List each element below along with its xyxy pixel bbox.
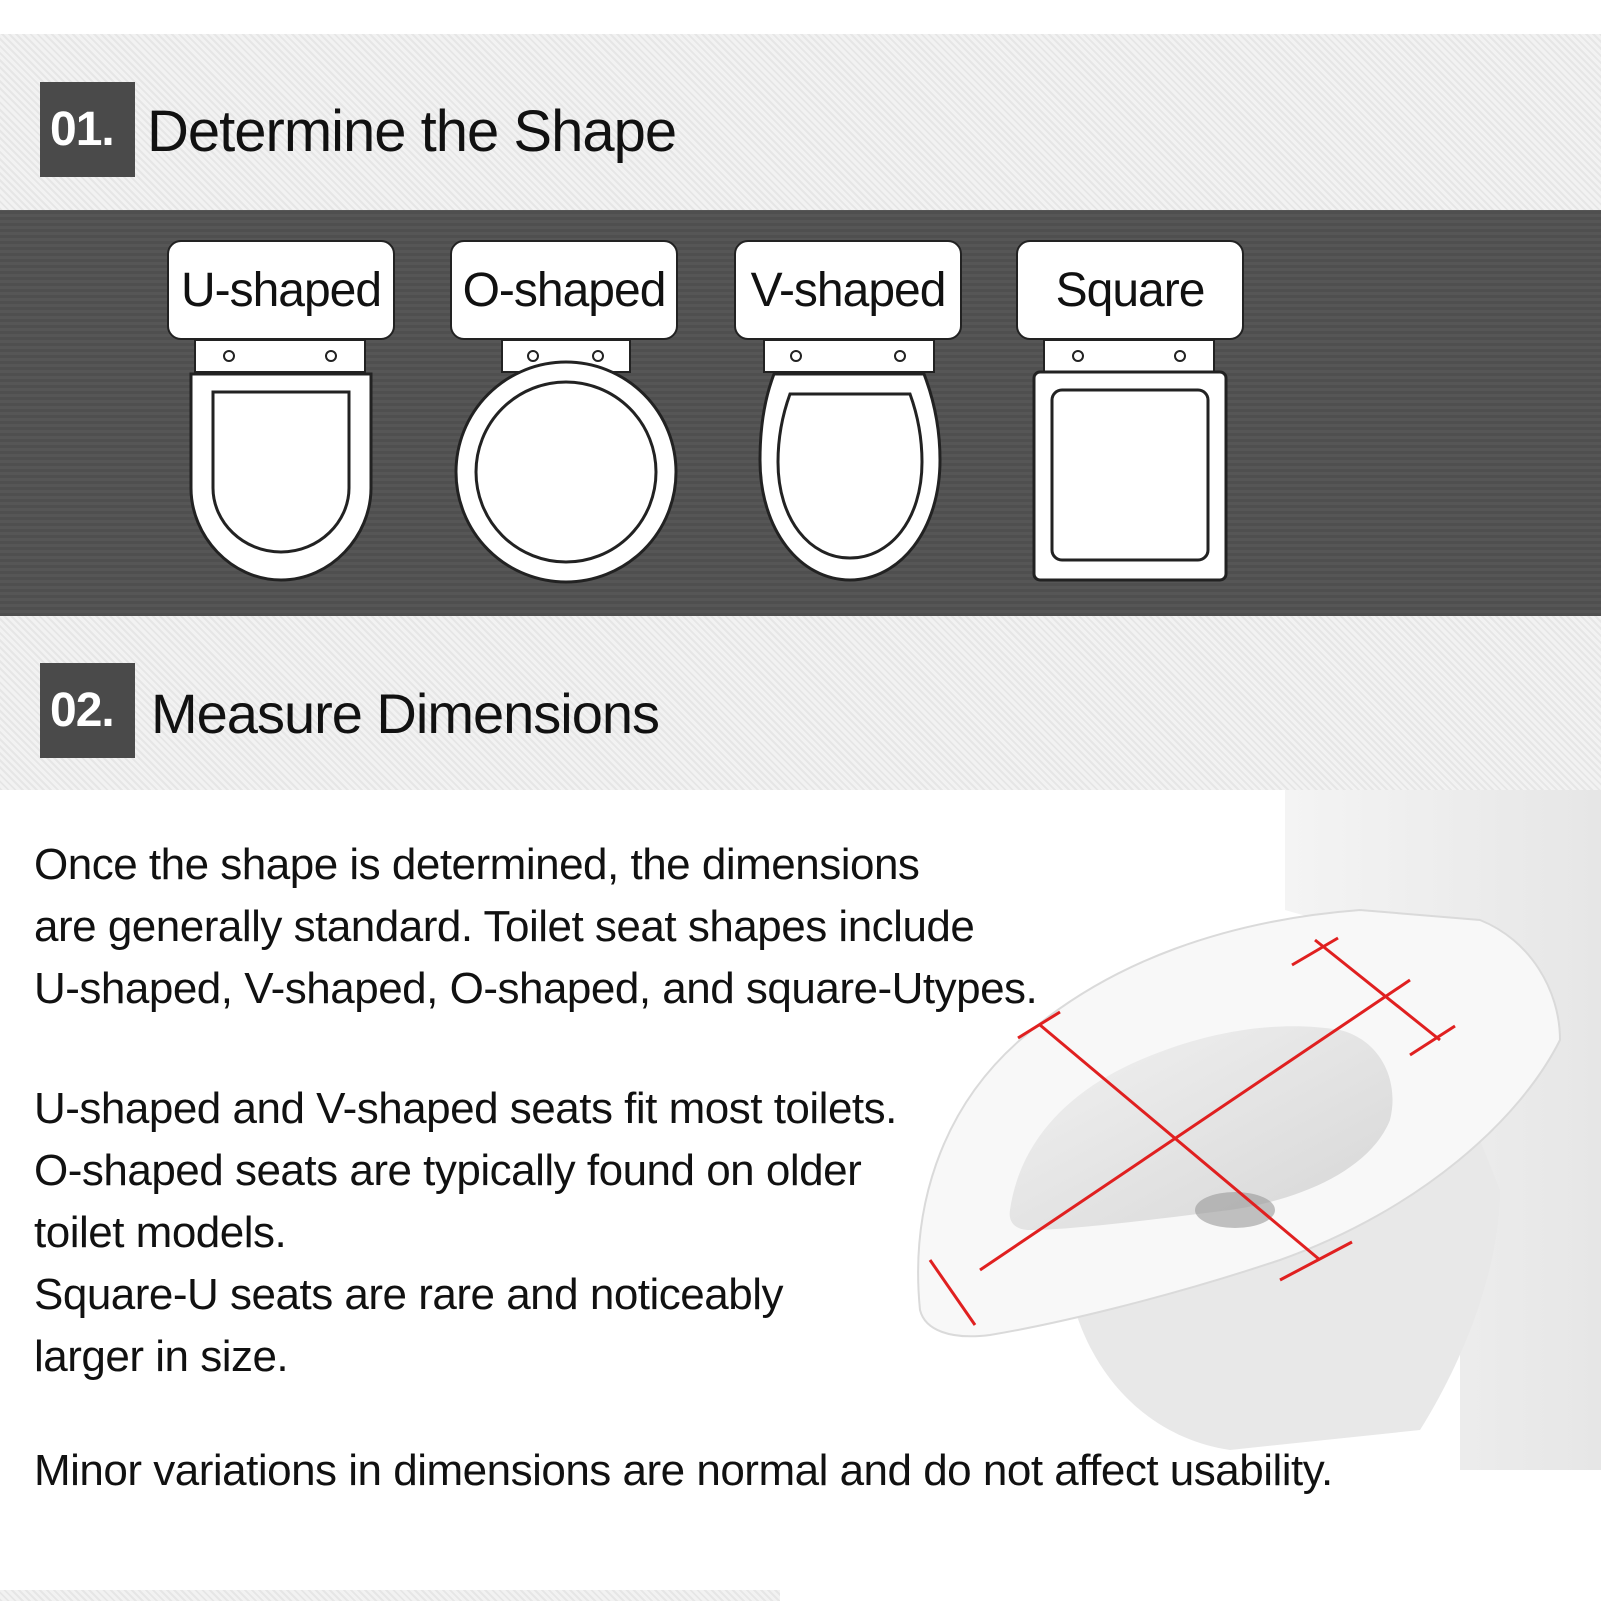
shape-label-v: V-shaped bbox=[734, 240, 962, 340]
text-line: U-shaped and V-shaped seats fit most toilets. bbox=[34, 1084, 897, 1133]
shape-card-v bbox=[734, 240, 964, 590]
step1-number-badge: 01. bbox=[40, 82, 135, 177]
square-seat-icon bbox=[1016, 340, 1246, 590]
text-line: U-shaped, V-shaped, O-shaped, and square-Utypes. bbox=[34, 964, 1038, 1013]
shape-card-square bbox=[1016, 240, 1246, 590]
text-line: O-shaped seats are typically found on older bbox=[34, 1146, 862, 1195]
v-shaped-seat-icon bbox=[734, 340, 964, 590]
shape-label-o: O-shaped bbox=[450, 240, 678, 340]
u-shaped-seat-icon bbox=[167, 340, 397, 590]
text-line: toilet models. bbox=[34, 1208, 287, 1257]
step2-number-badge: 02. bbox=[40, 663, 135, 758]
shape-label-u: U-shaped bbox=[167, 240, 395, 340]
step1-title: Determine the Shape bbox=[147, 99, 677, 164]
bottom-strip bbox=[0, 1590, 780, 1601]
bowl-drain bbox=[1195, 1192, 1275, 1228]
step2-title: Measure Dimensions bbox=[151, 682, 659, 745]
shape-label-square: Square bbox=[1016, 240, 1244, 340]
shape-card-u bbox=[167, 240, 397, 590]
text-line: are generally standard. Toilet seat shapes include bbox=[34, 902, 975, 951]
toilet-measurement-photo bbox=[900, 790, 1601, 1470]
shape-card-o bbox=[450, 240, 680, 590]
text-line: larger in size. bbox=[34, 1332, 289, 1381]
description-paragraph-3: Minor variations in dimensions are normal and do not affect usability. bbox=[34, 1446, 1333, 1495]
text-line: Square-U seats are rare and noticeably bbox=[34, 1270, 783, 1319]
text-line: Once the shape is determined, the dimensions bbox=[34, 840, 920, 889]
o-shaped-seat-icon bbox=[450, 340, 680, 590]
